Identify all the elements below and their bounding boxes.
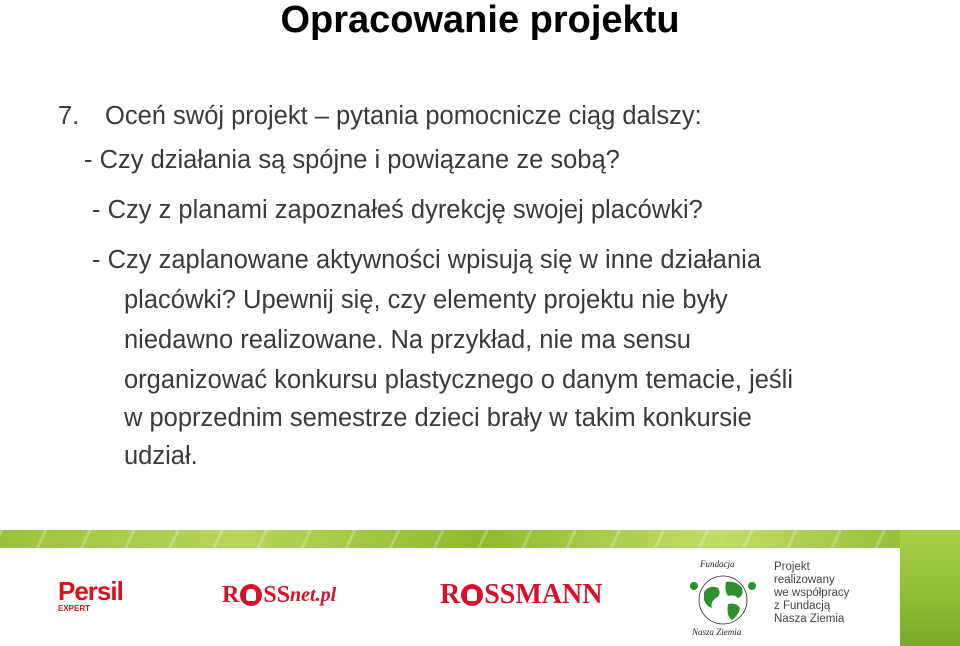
partner-text-line: Nasza Ziemia xyxy=(774,613,845,625)
question-line: organizować konkursu plastycznego o danym temacie, jeśli xyxy=(124,366,794,394)
partner-text-line: realizowany xyxy=(774,574,835,586)
partner-text-line: z Fundacją xyxy=(774,600,831,612)
list-number: 7. xyxy=(58,102,80,130)
rossnet-net: net.pl xyxy=(290,583,337,606)
horse-icon xyxy=(461,584,483,606)
rossnet-r: R xyxy=(222,582,240,608)
figure-icon xyxy=(748,582,756,590)
rossmann-r: R xyxy=(440,579,461,610)
slide-title: Opracowanie projektu xyxy=(280,0,680,41)
persil-sub: EXPERT xyxy=(58,604,91,613)
leaf-banner xyxy=(0,530,960,548)
horse-icon xyxy=(240,584,262,606)
fundacja-logo-bottom-text: Nasza Ziemia xyxy=(692,627,742,637)
question-line: niedawno realizowane. Na przykład, nie ma sensu xyxy=(124,326,691,354)
question-line: - Czy działania są spójne i powiązane ze sobą? xyxy=(84,146,620,174)
rossnet-logo xyxy=(222,578,357,612)
partner-text-line: Projekt xyxy=(774,561,810,573)
rossmann-logo xyxy=(440,578,610,612)
persil-logo xyxy=(58,578,133,614)
question-line: - Czy zaplanowane aktywności wpisują się w inne działania xyxy=(92,246,762,274)
question-heading xyxy=(58,98,702,134)
fundacja-nasza-ziemia-logo xyxy=(682,556,764,638)
fundacja-logo-top-text: Fundacja xyxy=(700,559,735,569)
partner-text xyxy=(774,561,849,626)
question-line: placówki? Upewnij się, czy elementy projektu nie były xyxy=(124,286,728,314)
partner-text-line: we współpracy xyxy=(774,587,850,599)
question-line: - Czy z planami zapoznałeś dyrekcję swojej placówki? xyxy=(92,196,703,224)
persil-brand: Persil xyxy=(58,576,123,606)
rossnet-ss: SS xyxy=(263,582,291,608)
question-line: w poprzednim semestrze dzieci brały w takim konkursie xyxy=(124,404,752,432)
question-line: udział. xyxy=(124,442,198,470)
question-heading-text: Oceń swój projekt – pytania pomocnicze ciąg dalszy: xyxy=(105,102,702,130)
figure-icon xyxy=(690,582,698,590)
rossmann-ssmann: SSMANN xyxy=(484,579,603,610)
leaf-side-banner xyxy=(900,530,960,646)
